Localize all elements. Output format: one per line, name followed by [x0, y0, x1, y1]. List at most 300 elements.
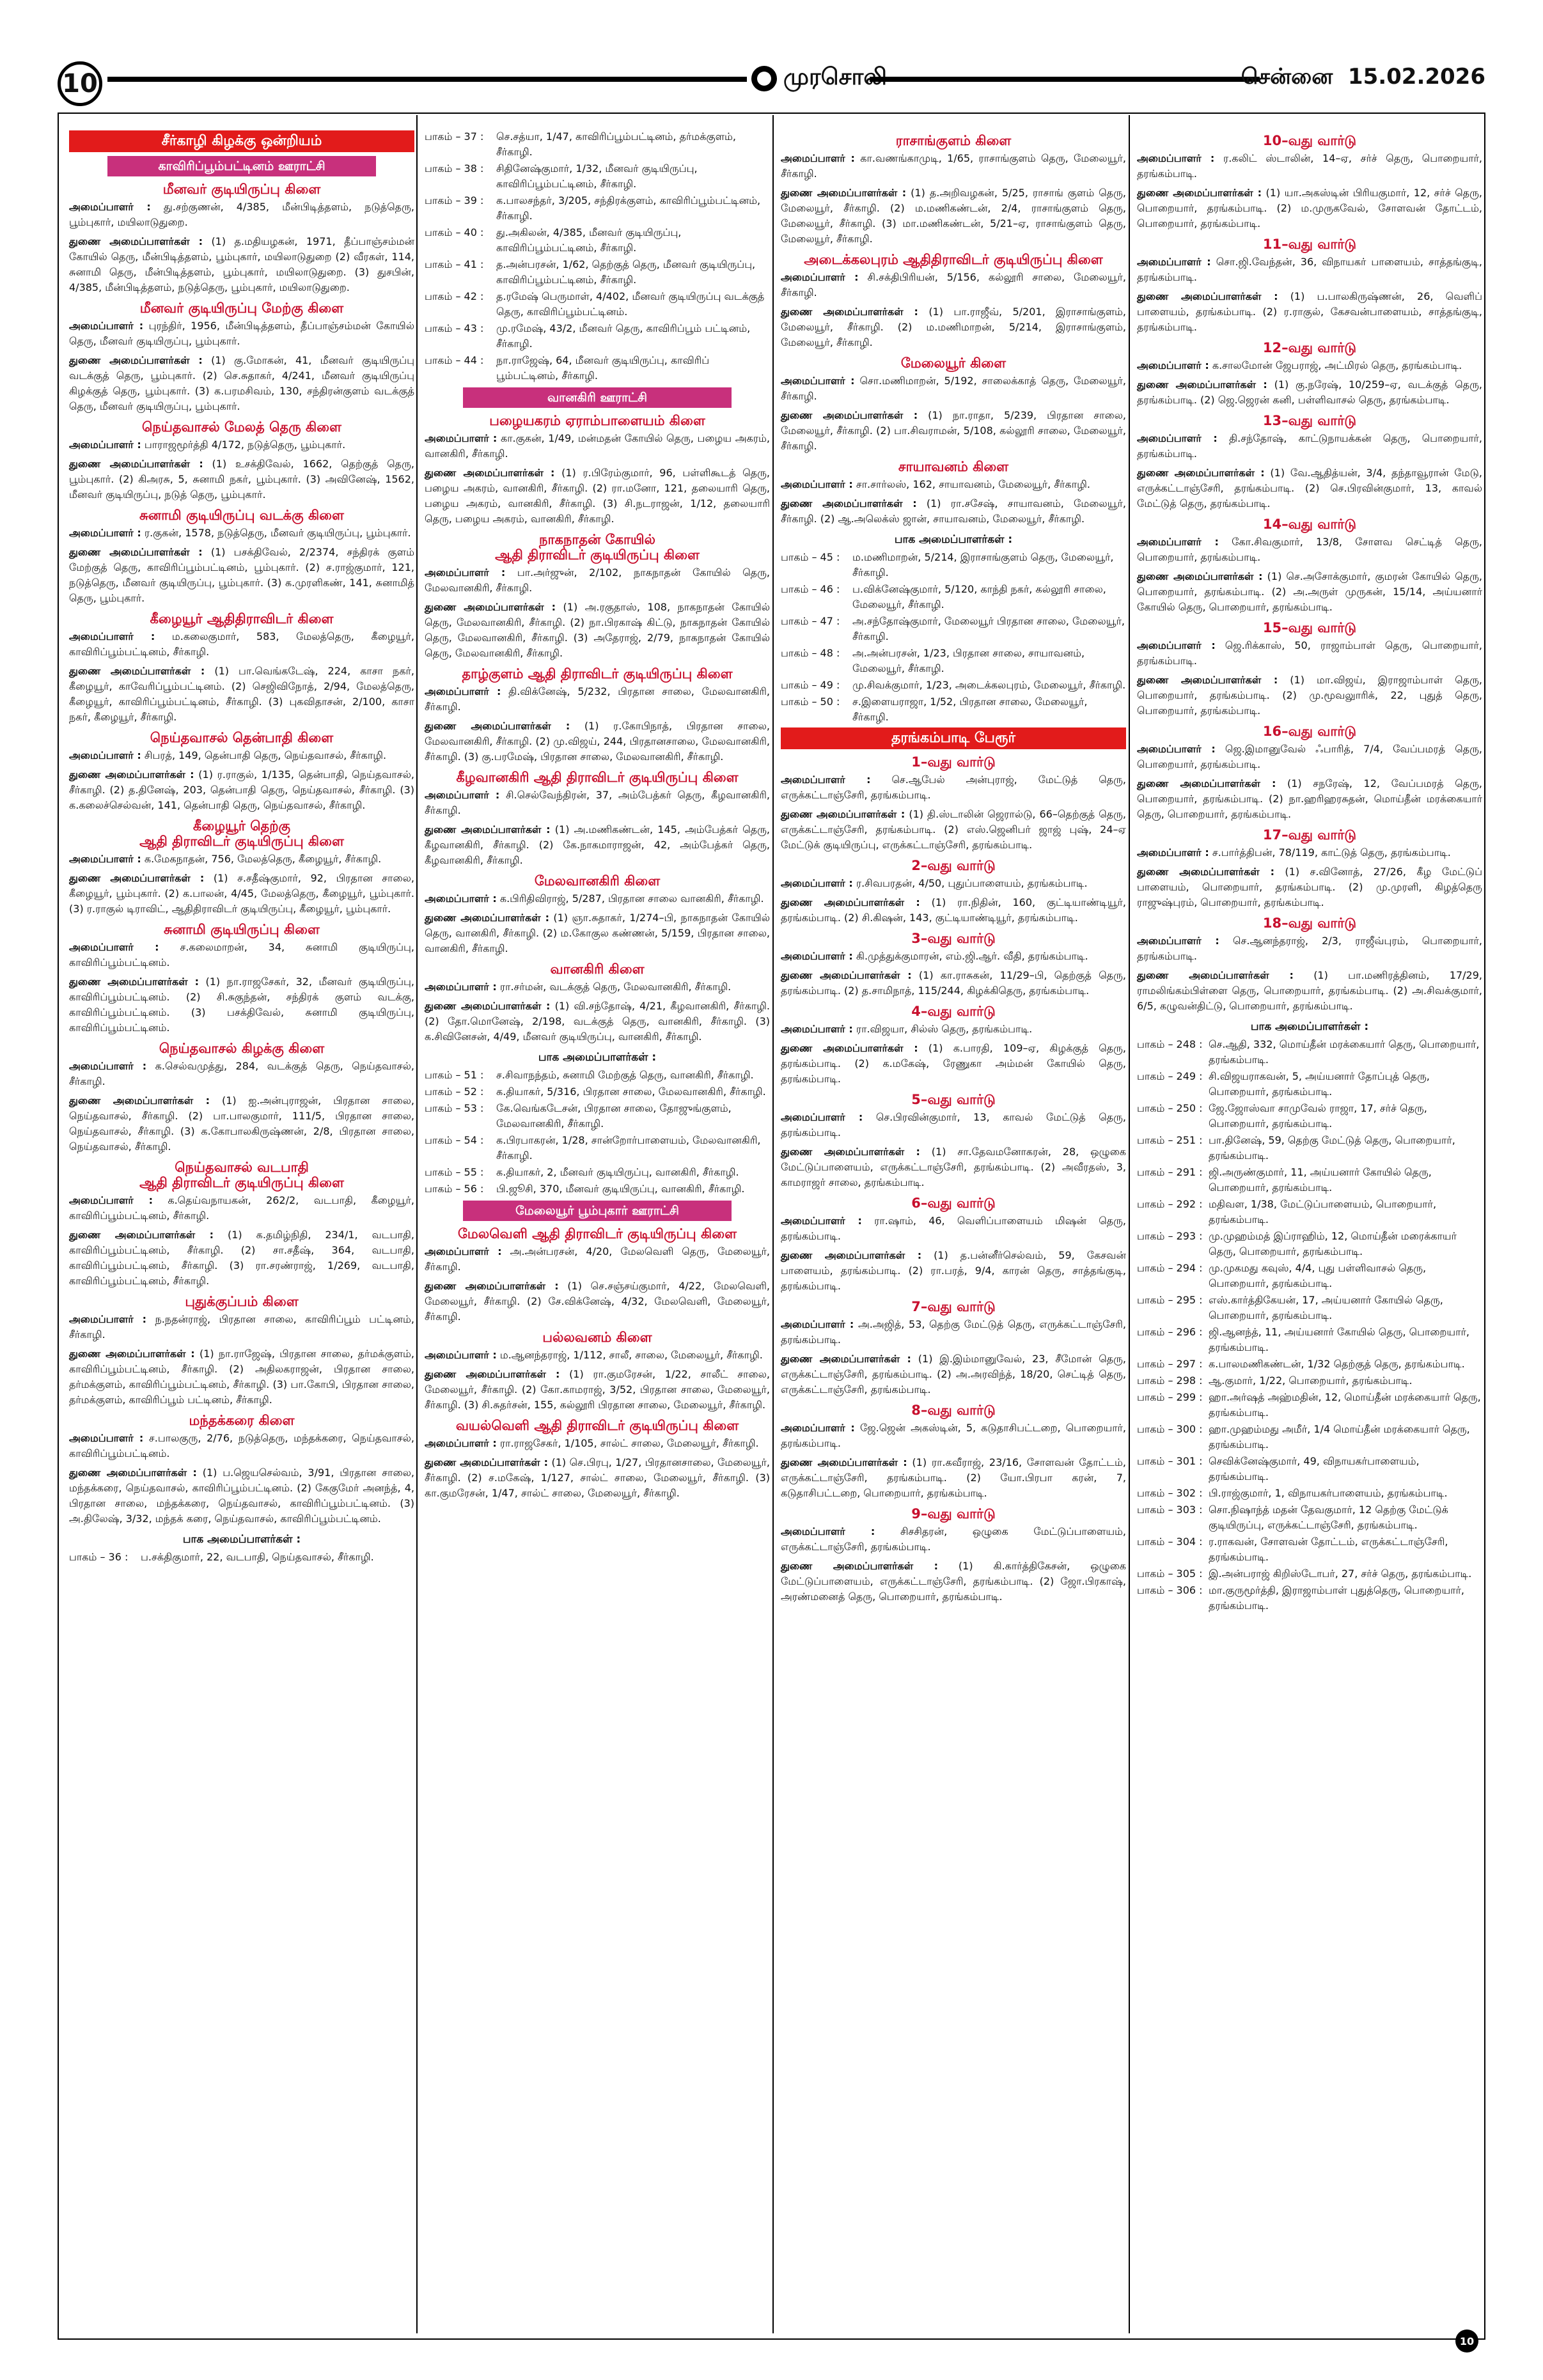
member-entry	[781, 1041, 1126, 1087]
member-entry	[1137, 431, 1482, 462]
member-details: ரா.சர்மன், வடக்குத் தெரு, மேலவானகிரி, சீர்காழி.	[499, 981, 732, 993]
bagam-member: மு.முகமது கவுஸ், 4/4, புது பள்ளிவாசல் தெரு, பொறையார், தரங்கம்பாடி.	[1209, 1262, 1427, 1289]
branch-heading: அடைக்கலபுரம் ஆதிதிராவிடர் குடியிருப்பு கிளை	[804, 252, 1103, 267]
member-entry	[781, 185, 1126, 247]
member-details: புரந்திர், 1956, மீன்பிடித்தளம், தீப்பாஞ்சம்மன் கோயில் தெரு, மீனவர் குடியிருப்பு, பூம்புகார்.	[69, 320, 415, 347]
role-label: அமைப்பாளர் :	[781, 877, 853, 889]
branch-heading: 10–வது வார்டு	[1262, 133, 1357, 148]
member-details: (1) ஞா.சுதாகர், 1/274–பி, நாகநாதன் கோயில் தெரு, வானகிரி, சீர்காழி. (2) ம.கோகுல கண்ணன், 5/159, பிரதான சாலை, வானகிரி, சீர்காழி.	[425, 912, 771, 954]
member-entry	[69, 664, 414, 725]
bagam-row	[425, 289, 770, 320]
bagam-number: பாகம் – 294 :	[1137, 1262, 1203, 1274]
member-entry	[69, 629, 414, 660]
member-entry	[69, 852, 414, 867]
bagam-row	[781, 678, 1126, 693]
bagam-member: து.அகிலன், 4/385, மீனவர் குடியிருப்பு, காவிரிப்பூம்பட்டினம், சீர்காழி.	[496, 226, 682, 254]
member-details: பா.அர்ஜுன், 2/102, நாகநாதன் கோயில் தெரு, மேலவானகிரி, சீர்காழி.	[425, 566, 771, 594]
role-label: துணை அமைப்பாளர்கள் :	[425, 1456, 549, 1468]
role-label: துணை அமைப்பாளர்கள் :	[781, 1353, 911, 1365]
member-details: சிபரத், 149, தென்பாதி தெரு, நெய்தவாசல், சீர்காழி.	[144, 749, 387, 761]
bagam-row	[1137, 1534, 1482, 1565]
role-label: அமைப்பாளர் :	[781, 152, 855, 164]
member-entry	[69, 199, 414, 230]
member-entry	[425, 565, 770, 596]
bagam-number: பாகம் – 37 :	[425, 130, 484, 143]
bagam-row	[781, 582, 1126, 612]
bagam-member: எஸ்.கார்த்திகேயன், 17, அய்யனார் கோயில் தெரு, பொறையார், தரங்கம்பாடி.	[1209, 1294, 1443, 1321]
branch-heading: மேலவெளி ஆதி திராவிடர் குடியிருப்பு கிளை	[457, 1226, 737, 1241]
role-label: துணை அமைப்பாளர்கள் :	[781, 1146, 920, 1158]
role-label: துணை அமைப்பாளர்கள் :	[69, 1348, 195, 1360]
bagam-row	[425, 353, 770, 384]
bagam-row	[69, 1550, 414, 1565]
member-entry	[425, 910, 770, 956]
role-label: துணை அமைப்பாளர்கள் :	[425, 1000, 551, 1012]
member-entry	[425, 1455, 770, 1501]
member-details: (1) இ.இம்மானுவேல், 23, சீமோன் தெரு, எருக்கட்டாஞ்சேரி, தரங்கம்பாடி. (2) அ.அரவிந்த், 18/20, செட்டித் தெரு, எருக்கட்டாஞ்சேரி, தரங்கம்பாடி.	[781, 1353, 1126, 1396]
member-details: ச.கலைமாறன், 34, சுனாமி குடியிருப்பு, காவிரிப்பூம்பட்டினம்.	[69, 941, 414, 968]
bagam-member: ஜி.ஆனந்த், 11, அய்யனார் கோயில் தெரு, பொறையார், தரங்கம்பாடி.	[1209, 1326, 1469, 1353]
bagam-number: பாகம் – 248 :	[1137, 1038, 1203, 1050]
bagam-number: பாகம் – 50 :	[781, 696, 840, 708]
bagam-row	[425, 225, 770, 256]
member-details: சிசசிதரன், ஒழுகை மேட்டுப்பாளையம், எருக்கட்டாஞ்சேரி, தரங்கம்பாடி.	[781, 1525, 1127, 1553]
member-details: சொ.ஜி.வேந்தன், 36, விநாயகர் பாளையம், சாத்தங்குடி, தரங்கம்பாடி.	[1137, 256, 1482, 283]
bagam-row	[1137, 1101, 1482, 1132]
member-entry	[1137, 864, 1482, 910]
bagam-member: மா.குருமூர்த்தி, இராஜாம்பாள் புதுத்தெரு, பொறையார், தரங்கம்பாடி.	[1209, 1584, 1464, 1612]
role-label: துணை அமைப்பாளர்கள் :	[781, 808, 905, 820]
bagam-row	[1137, 1197, 1482, 1227]
member-details: (1) பா.மணிரத்தினம், 17/29, ராமலிங்கம்பிள்ளை தெரு, பொறையார், தரங்கம்பாடி. (2) அ.சிவக்குமார், 6/5, கழுவன்திட்டு, பொறையார், தரங்கம்பாடி.	[1137, 969, 1483, 1012]
column-1	[69, 128, 414, 1566]
role-label: அமைப்பாளர் :	[781, 1023, 853, 1035]
role-label: துணை அமைப்பாளர்கள் :	[69, 458, 203, 470]
branch-heading: நெய்தவாசல் வடபாதி ஆதி திராவிடர் குடியிருப்பு கிளை	[139, 1160, 344, 1190]
member-entry	[781, 968, 1126, 999]
role-label: துணை அமைப்பாளர்கள் :	[1137, 570, 1263, 582]
member-entry	[781, 1420, 1126, 1451]
section-banner: சீர்காழி கிழக்கு ஒன்றியம்	[69, 130, 414, 152]
branch-heading: மேலையூர் கிளை	[900, 355, 1006, 371]
member-entry	[781, 949, 1126, 964]
member-entry	[781, 373, 1126, 404]
member-details: (1) கா.ராசுகன், 11/29–பி, தெற்குத் தெரு, தரங்கம்பாடி. (2) த.சாமிநாத், 115/244, கிழக்கிதெரு, தரங்கம்பாடி.	[781, 969, 1126, 997]
branch-heading: பழையகரம் ஏராம்பாளையம் கிளை	[489, 413, 705, 428]
member-details: கோ.சிவகுமார், 13/8, சோளவ செட்டித் தெரு, பொறையார், தரங்கம்பாடி.	[1137, 536, 1482, 563]
bagam-number: பாகம் – 301 :	[1137, 1455, 1203, 1467]
member-details: (1) ச.சதீஷ்குமார், 92, பிரதான சாலை, கீழையூர், பூம்புகார். (2) க.பாலன், 4/45, மேலத்தெரு, கீழையூர், பூம்புகார். (3) ர.ராகுல் டிராவிட், ஆதிதிராவிடர் குடியிருப்பு, கீழையூர், பூம்புகார்.	[69, 872, 414, 915]
bagam-row	[1137, 1422, 1482, 1452]
bagam-member: ச.இளையராஜா, 1/52, பிரதான சாலை, மேலையூர், சீர்காழி.	[852, 696, 1088, 723]
role-label: அமைப்பாளர் :	[69, 439, 141, 451]
member-details: ஜெ.இமானுவேல் ஃபாரித், 7/4, வேப்பமரத் தெரு, பொறையார், தரங்கம்பாடி.	[1137, 743, 1483, 770]
member-details: ரா.ஷாம், 46, வெளிப்பாளையம் மிஷன் தெரு, தரங்கம்பாடி.	[781, 1215, 1127, 1242]
bagam-number: பாகம் – 292 :	[1137, 1198, 1203, 1210]
bagam-number: பாகம் – 251 :	[1137, 1134, 1203, 1146]
role-label: அமைப்பாளர் :	[781, 950, 853, 962]
member-entry	[69, 234, 414, 295]
bagam-member: சி.விஜயராகவன், 5, அய்யனார் தோப்புத் தெரு, பொறையார், தரங்கம்பாடி.	[1209, 1070, 1430, 1098]
role-label: துணை அமைப்பாளர்கள் :	[781, 409, 918, 421]
role-label: அமைப்பாளர் :	[425, 789, 500, 801]
role-label: துணை அமைப்பாளர்கள் :	[69, 976, 200, 988]
bagam-row	[1137, 1390, 1482, 1420]
member-entry	[781, 1213, 1126, 1244]
member-entry	[781, 1351, 1126, 1397]
bagam-row	[425, 1165, 770, 1180]
bagam-row	[425, 1084, 770, 1100]
role-label: துணை அமைப்பாளர்கள் :	[69, 354, 203, 366]
role-label: அமைப்பாளர் :	[69, 630, 155, 642]
bagam-row	[781, 694, 1126, 725]
bagam-row	[425, 257, 770, 288]
member-details: சா.சார்லஸ், 162, சாயாவனம், மேலையூர், சீர்காழி.	[856, 478, 1090, 490]
member-entry	[69, 940, 414, 970]
role-label: துணை அமைப்பாளர்கள் :	[425, 467, 555, 479]
role-label: அமைப்பாளர் :	[425, 981, 497, 993]
member-entry	[1137, 742, 1482, 772]
branch-heading: மேலவானகிரி கிளை	[534, 873, 661, 889]
member-details: சி.செல்வேந்திரன், 37, அம்பேத்கர் தெரு, கீழவானகிரி, சீர்காழி.	[425, 789, 770, 816]
bagam-member: சொ.நிஷாந்த் மதன் தேவகுமார், 12 தெற்கு மேட்டுக் குடியிருப்பு, எருக்கட்டாஞ்சேரி, தரங்கம்பாடி.	[1209, 1504, 1448, 1531]
date: 15.02.2026	[1347, 64, 1485, 89]
bagam-number: பாகம் – 38 :	[425, 162, 484, 175]
column-divider	[416, 115, 418, 2333]
bagam-number: பாகம் – 300 :	[1137, 1423, 1203, 1435]
member-entry	[781, 151, 1126, 182]
branch-heading: 5–வது வார்டு	[911, 1092, 996, 1107]
branch-heading: சாயாவனம் கிளை	[898, 459, 1009, 474]
member-entry	[69, 1346, 414, 1408]
bagam-member: ர.ராகவன், சோளவன் தோட்டம், எருக்கட்டாஞ்சேரி, தரங்கம்பாடி.	[1209, 1536, 1448, 1563]
member-details: (1) ரா.நிதின், 160, குட்டியாண்டியூர், தரங்கம்பாடி. (2) சி.கிஷன், 143, குட்டியாண்டியூர், தரங்கம்பாடி.	[781, 896, 1126, 924]
role-label: அமைப்பாளர் :	[69, 941, 159, 953]
bagam-number: பாகம் – 293 :	[1137, 1230, 1203, 1242]
role-label: துணை அமைப்பாளர்கள் :	[1137, 777, 1276, 789]
bagam-member: ஹா.அர்ஷத் அஹ்மதின், 12, மொய்தீன் மரக்கையார் தெரு, தரங்கம்பாடி.	[1209, 1391, 1481, 1419]
bagam-number: பாகம் – 44 :	[425, 354, 484, 366]
member-entry	[69, 456, 414, 502]
role-label: துணை அமைப்பாளர்கள் :	[781, 1249, 922, 1261]
murasoli-logo-icon	[751, 66, 777, 91]
member-entry	[69, 1431, 414, 1461]
role-label: துணை அமைப்பாளர்கள் :	[69, 768, 194, 781]
role-label: துணை அமைப்பாளர்கள் :	[425, 1280, 559, 1292]
bagam-member: ப.சக்திகுமார், 22, வடபாதி, நெய்தவாசல், சீர்காழி.	[141, 1551, 374, 1563]
role-label: அமைப்பாளர் :	[1137, 359, 1209, 371]
member-entry	[781, 876, 1126, 891]
city: சென்னை	[1241, 64, 1333, 89]
branch-heading: 2–வது வார்டு	[911, 858, 996, 873]
member-entry	[781, 1317, 1126, 1348]
member-details: (1) நா.ராஜசேகர், 32, மீனவர் குடியிருப்பு, காவிரிப்பூம்பட்டினம். (2) சி.சுகுந்தன், சந்திரக் குளம் வடக்கு, காவிரிப்பூம்பட்டினம். (3) பசக்திவேல், சுனாமி குடியிருப்பு, காவிரிப்பூம்பட்டினம்.	[69, 976, 414, 1034]
member-entry	[781, 807, 1126, 853]
bagam-row	[1137, 1133, 1482, 1163]
member-details: கா.வணங்காமுடி, 1/65, ராசாங்குளம் தெரு, மேலையூர், சீர்காழி.	[781, 152, 1126, 180]
bagam-number: பாகம் – 302 :	[1137, 1487, 1203, 1499]
role-label: அமைப்பாளர் :	[781, 271, 859, 283]
role-label: துணை அமைப்பாளர்கள் :	[781, 1456, 907, 1468]
bagam-number: பாகம் – 51 :	[425, 1069, 484, 1081]
member-details: ர.சிவபரதன், 4/50, புதுப்பாளையம், தரங்கம்பாடி.	[856, 877, 1088, 889]
role-label: அமைப்பாளர் :	[1137, 432, 1218, 444]
section-banner: தரங்கம்பாடி பேரூர்	[781, 727, 1126, 749]
branch-heading: நாகநாதன் கோயில் ஆதி திராவிடர் குடியிருப்பு கிளை	[495, 532, 700, 563]
bagam-row	[1137, 1502, 1482, 1533]
role-label: துணை அமைப்பாளர்கள் :	[69, 1466, 197, 1479]
member-details: க.தெய்வநாயகன், 262/2, வடபாதி, கீழையூர், காவிரிப்பூம்பட்டினம், சீர்காழி.	[69, 1194, 414, 1222]
role-label: அமைப்பாளர் :	[1137, 639, 1216, 651]
bagam-row	[1137, 1357, 1482, 1372]
role-label: அமைப்பாளர் :	[69, 201, 151, 213]
bagam-row	[425, 1133, 770, 1163]
bagam-member: த.ரமேஷ் பெருமாள், 4/402, மீனவர் குடியிருப்பு வடக்குத் தெரு, காவிரிப்பூம்பட்டினம்.	[496, 290, 765, 318]
bagam-row	[425, 193, 770, 224]
member-details: ந.நதன்ராஜ், பிரதான சாலை, காவிரிப்பூம் பட்டினம், சீர்காழி.	[69, 1313, 415, 1341]
bagam-number: பாகம் – 305 :	[1137, 1567, 1203, 1580]
bagam-number: பாகம் – 295 :	[1137, 1294, 1203, 1306]
member-details: (1) செ.பிரபு, 1/27, பிரதானசாலை, மேலையூர், சீர்காழி. (2) ச.மகேஷ், 1/127, சால்ட் சாலை, மேலையூர், சீர்காழி. (3) கா.குமரேசன், 1/47, சால்ட் சாலை, மேலையூர், சீர்காழி.	[425, 1456, 770, 1499]
member-details: பாராஜமூர்த்தி 4/172, நடுத்தெரு, பூம்புகார்.	[144, 439, 346, 451]
member-entry	[781, 270, 1126, 300]
branch-heading: மீனவர் குடியிருப்பு மேற்கு கிளை	[139, 300, 344, 316]
member-details: (1) ஐ.அன்புராஜன், பிரதான சாலை, நெய்தவாசல், சீர்காழி. (2) பா.பாலகுமார், 111/5, பிரதான சாலை, நெய்தவாசல், சீர்காழி. (3) க.கோபாலகிருஷ்ணன், 2/8, பிரதான சாலை, நெய்தவாசல், சீர்காழி.	[69, 1094, 414, 1153]
bagam-member: ஹா.முஹம்மது அமீர், 1/4 மொய்தீன் மரக்கையார் தெரு, தரங்கம்பாடி.	[1209, 1423, 1470, 1451]
bagam-member: ஆ.குமார், 1/22, பொறையார், தரங்கம்பாடி.	[1209, 1374, 1413, 1387]
role-label: துணை அமைப்பாளர்கள் :	[781, 1042, 918, 1054]
bagam-member: மு.ரமேஷ், 43/2, மீனவர் தெரு, காவிரிப்பூம் பட்டினம், சீர்காழி.	[496, 322, 751, 350]
bagam-row	[1137, 1261, 1482, 1291]
member-entry	[425, 684, 770, 715]
bagam-number: பாகம் – 306 :	[1137, 1584, 1203, 1596]
bagam-number: பாகம் – 48 :	[781, 647, 840, 659]
bagam-number: பாகம் – 304 :	[1137, 1536, 1203, 1548]
member-entry	[425, 719, 770, 765]
bagam-number: பாகம் – 52 :	[425, 1085, 484, 1098]
bagam-number: பாகம் – 54 :	[425, 1134, 484, 1146]
member-details: க.மேகநாதன், 756, மேலத்தெரு, கீழையூர், சீர்காழி.	[144, 853, 382, 865]
member-details: (1) அ.மணிகண்டன், 145, அம்பேத்கர் தெரு, கீழவானகிரி, சீர்காழி. (2) கே.நாகமாராஜன், 42, அம்பேத்கர் தெரு, கீழவானகிரி, சீர்காழி.	[425, 823, 771, 866]
member-details: (1) க.பாரதி, 109–ஏ, கிழக்குத் தெரு, தரங்கம்பாடி. (2) க.மகேஷ், ரேணுகா அம்மன் கோயில் தெரு, தரங்கம்பாடி.	[781, 1042, 1127, 1085]
member-entry	[1137, 845, 1482, 860]
member-details: ச.பார்த்திபன், 78/119, காட்டுத் தெரு, தரங்கம்பாடி.	[1212, 846, 1451, 859]
bagam-heading: பாக அமைப்பாளர்கள் :	[182, 1533, 301, 1546]
role-label: அமைப்பாளர் :	[425, 566, 506, 579]
branch-heading: 3–வது வார்டு	[911, 931, 996, 946]
bagam-member: செவிக்னேஷ்குமார், 49, விநாயகர்பாளையம், தரங்கம்பாடி.	[1209, 1455, 1420, 1482]
role-label: துணை அமைப்பாளர்கள் :	[1137, 378, 1267, 391]
panchayat-banner: மேலையூர் பூம்புகார் ஊராட்சி	[463, 1201, 732, 1221]
member-entry	[69, 353, 414, 414]
member-entry	[781, 496, 1126, 527]
member-details: (1) சா.தேவமனோகரன், 28, ஒழுகை மேட்டுப்பாளையம், எருக்கட்டாஞ்சேரி, தரங்கம்பாடி. (2) அவீரதஸ், 3, காமராஜர் சாலை, தரங்கம்பாடி.	[781, 1146, 1126, 1188]
member-details: (1) த.பன்னீர்செல்வம், 59, கேசவன் பாளையம், தரங்கம்பாடி. (2) ரா.பரத், 9/4, காரன் தெரு, சாத்தங்குடி, தரங்கம்பாடி.	[781, 1249, 1126, 1292]
role-label: அமைப்பாளர் :	[781, 1525, 875, 1537]
branch-heading: நெய்தவாசல் மேலத் தெரு கிளை	[142, 419, 341, 435]
bagam-member: சிதினேஷ்குமார், 1/32, மீனவர் குடியிருப்பு, காவிரிப்பூம்பட்டினம், சீர்காழி.	[496, 162, 698, 190]
bagam-row	[781, 646, 1126, 676]
member-entry	[1137, 968, 1482, 1014]
bagam-row	[425, 1181, 770, 1197]
member-entry	[781, 1524, 1126, 1555]
role-label: அமைப்பாளர் :	[1137, 743, 1216, 755]
member-entry	[1137, 933, 1482, 964]
member-details: (1) பா.வெங்கடேஷ், 224, காசா நகர், கீழையூர், காவேரிப்பூம்பட்டினம். (2) செஜிவிநோத், 2/94, மேலத்தெரு, கீழையூர், காவிரிப்பூம்பட்டினம், சீர்காழி. (3) புகவிதாசன், 2/100, காசா நகர், கீழையூர், சீர்காழி.	[69, 665, 415, 723]
role-label: துணை அமைப்பாளர்கள் :	[425, 823, 551, 836]
member-details: (1) ச.வினோத், 27/26, கீழ மேட்டுப் பாளையம், பொறையார், தரங்கம்பாடி. (2) மு.முரளி, கிழத்தெரு ராஜுஷ்புரம், பொறையார், தரங்கம்பாடி.	[1137, 866, 1482, 908]
branch-heading: தாழ்குளம் ஆதி திராவிடர் குடியிருப்பு கிளை	[462, 666, 733, 681]
member-details: (1) கு.மோகன், 41, மீனவர் குடியிருப்பு வடக்குத் தெரு, பூம்புகார். (2) செ.சுதாகர், 4/241, மீனவர் குடியிருப்பு கிழக்குத் தெரு, பூம்புகார். (3) க.பரமசிவம், 130, சந்திரன்குளம் வடக்குத் தெரு, மீனவர் குடியிருப்பு, பூம்புகார்.	[69, 354, 414, 412]
bagam-number: பாகம் – 53 :	[425, 1102, 484, 1114]
branch-heading: 18–வது வார்டு	[1262, 915, 1357, 931]
role-label: அமைப்பாளர் :	[425, 1245, 502, 1257]
branch-heading: 11–வது வார்டு	[1262, 237, 1357, 252]
member-details: (1) தி.ஸ்டாலின் ஜெரால்டு, 66–தெற்குத் தெரு, எருக்கட்டாஞ்சேரி, தரங்கம்பாடி. (2) எஸ்.ஜெனிபர் ஜாஜ் புஷ், 24–ஏ மேட்டுக் குடியிருப்பு, எருக்கட்டாஞ்சேரி, தரங்கம்பாடி.	[781, 808, 1126, 851]
member-entry	[425, 600, 770, 661]
member-entry	[781, 772, 1126, 803]
member-details: அ.அஜித், 53, தெற்கு மேட்டுத் தெரு, எருக்கட்டாஞ்சேரி, தரங்கம்பாடி.	[781, 1318, 1127, 1346]
bagam-member: அ.அன்பரசன், 1/23, பிரதான சாலை, சாயாவனம், மேலையூர், சீர்காழி.	[852, 647, 1085, 674]
role-label: அமைப்பாளர் :	[781, 1318, 854, 1330]
member-details: தி.விக்னேஷ், 5/232, பிரதான சாலை, மேலவானகிரி, சீர்காழி.	[425, 685, 770, 713]
role-label: அமைப்பாளர் :	[425, 685, 501, 697]
bagam-number: பாகம் – 42 :	[425, 290, 484, 302]
role-label: அமைப்பாளர் :	[781, 375, 855, 387]
page-header	[58, 61, 1485, 106]
bagam-number: பாகம் – 297 :	[1137, 1358, 1203, 1370]
role-label: துணை அமைப்பாளர்கள் :	[69, 872, 205, 884]
member-entry	[1137, 358, 1482, 373]
column-4	[1137, 128, 1482, 1615]
bagam-row	[425, 161, 770, 192]
role-label: துணை அமைப்பாளர்கள் :	[69, 1229, 214, 1241]
member-details: (1) ரா.சசேஷ், சாயாவனம், மேலையூர், சீர்காழி. (2) ஆ.அலெக்ஸ் ஜான், சாயாவனம், மேலையூர், சீர்காழி.	[781, 497, 1126, 525]
member-entry	[69, 1227, 414, 1289]
member-details: ஜே.ஜென் அகஸ்டின், 5, கடுதாசிபட்டறை, பொறையார், தரங்கம்பாடி.	[781, 1422, 1126, 1449]
bagam-member: கே.வெங்கடேசன், பிரதான சாலை, தோஜுங்குளம், மேலவானகிரி, சீர்காழி.	[496, 1102, 732, 1130]
member-entry	[1137, 151, 1482, 182]
member-entry	[425, 822, 770, 868]
column-divider	[772, 115, 774, 2333]
member-entry	[781, 1248, 1126, 1294]
member-details: செ.பிரவின்குமார், 13, காவல் மேட்டுத் தெரு, தரங்கம்பாடி.	[781, 1111, 1126, 1139]
bagam-member: பி.ஜூசி, 370, மீனவர் குடியிருப்பு, வானகிரி, சீர்காழி.	[496, 1183, 745, 1195]
member-entry	[69, 1059, 414, 1089]
member-entry	[69, 1093, 414, 1155]
member-entry	[69, 871, 414, 917]
role-label: துணை அமைப்பாளர்கள் :	[1137, 969, 1294, 981]
member-details: ரா.ராஜசேகர், 1/105, சால்ட் சாலை, மேலையூர், சீர்காழி.	[499, 1437, 759, 1449]
member-details: (1) ரா.குமரேசன், 1/22, சாலீட் சாலை, மேலையூர், சீர்காழி. (2) கோ.காமராஜ், 3/52, பிரதான சாலை, மேலையூர், சீர்காழி. (3) சி.சுதர்சன், 155, கல்லூரி பிரதான சாலை, மேலையூர், சீர்காழி.	[425, 1368, 771, 1411]
role-label: அமைப்பாளர் :	[69, 1194, 153, 1206]
member-details: (1) த.மதியழகன், 1971, தீப்பாஞ்சம்மன் கோயில் தெரு, மீன்பிடித்தளம், பூம்புகார், மயிலாடுதுறை (2) வீரகள், 114, சுனாமி தெரு, மீன்பிடித்தளம், பூம்புகார், மயிலாடுதுறை. (3) துசபின், 4/385, மீன்பிடித்தளம், நடுத்தெரு, பூம்புகார், மயிலாடுதுறை.	[69, 235, 414, 293]
branch-heading: 16–வது வார்டு	[1262, 724, 1357, 739]
member-entry	[1137, 673, 1482, 719]
member-details: (1) நா.ராதா, 5/239, பிரதான சாலை, மேலையூர், சீர்காழி. (2) பா.சிவராமன், 5/108, கல்லூரி சாலை, மேலையூர், சீர்காழி.	[781, 409, 1126, 452]
masthead-title: முரசொலி	[783, 64, 887, 90]
member-entry	[1137, 534, 1482, 565]
member-details: செ.ஆனந்தராஜ், 2/3, ராஜீவ்புரம், பொறையார், தரங்கம்பாடி.	[1137, 935, 1482, 962]
bagam-member: செ.சத்யா, 1/47, காவிரிப்பூம்பட்டினம், தர்மக்குளம், சீர்காழி.	[496, 130, 737, 158]
role-label: துணை அமைப்பாளர்கள் :	[69, 235, 203, 247]
member-entry	[69, 525, 414, 541]
member-details: ம.ஆனந்தராஜ், 1/112, சாலீ, சாலை, மேலையூர், சீர்காழி.	[499, 1349, 763, 1361]
member-entry	[69, 437, 414, 453]
member-entry	[781, 1110, 1126, 1140]
branch-heading: பல்லவனம் கிளை	[542, 1330, 652, 1345]
member-details: க.செல்வமுத்து, 284, வடக்குத் தெரு, நெய்தவாசல், சீர்காழி.	[69, 1060, 415, 1087]
role-label: அமைப்பாளர் :	[69, 527, 141, 539]
member-details: (1) செ.சஞ்சய்குமார், 4/22, மேலவெளி, மேலையூர், சீர்காழி. (2) சே.விக்னேஷ், 4/32, மேலவெளி, மேலையூர், சீர்காழி.	[425, 1280, 770, 1323]
branch-heading: நெய்தவாசல் கிழக்கு கிளை	[159, 1041, 325, 1056]
member-entry	[425, 999, 770, 1045]
bagam-row	[1137, 1069, 1482, 1100]
member-entry	[1137, 465, 1482, 511]
member-entry	[425, 431, 770, 462]
member-entry	[781, 1022, 1126, 1037]
bagam-member: க.தியாகர், 2, மீனவர் குடியிருப்பு, வானகிரி, சீர்காழி.	[496, 1166, 739, 1178]
bagam-row	[425, 1101, 770, 1132]
member-details: க.பிரிதிவிராஜ், 5/287, பிரதான சாலை வானகிரி, சீர்காழி.	[499, 892, 764, 905]
member-entry	[781, 1455, 1126, 1501]
branch-heading: 9–வது வார்டு	[911, 1506, 996, 1521]
member-details: ர.குகன், 1578, நடுத்தெரு, மீனவர் குடியிருப்பு, பூம்புகார்.	[144, 527, 411, 539]
panchayat-banner: காவிரிப்பூம்பட்டினம் ஊராட்சி	[107, 156, 376, 176]
member-details: (1) கு.நரேஷ், 10/259–ஏ, வடக்குத் தெரு, தரங்கம்பாடி. (2) ஜெ.ஜெரன் கனி, பள்ளிவாசல் தெரு, தரங்கம்பாடி.	[1137, 378, 1482, 406]
member-entry	[1137, 185, 1482, 231]
role-label: அமைப்பாளர் :	[781, 1422, 855, 1434]
member-entry	[69, 1465, 414, 1527]
bagam-row	[781, 614, 1126, 644]
branch-heading: 13–வது வார்டு	[1262, 413, 1357, 428]
member-details: (1) யா.அகஸ்டின் பிரியகுமார், 12, சர்ச் தெரு, பொறையார், தரங்கம்பாடி. (2) ம.முருகவேல், சோளவன் தோட்டம், பொறையார், தரங்கம்பாடி.	[1137, 187, 1482, 229]
member-entry	[425, 979, 770, 995]
bagam-member: பி.ராஜ்குமார், 1, விநாயகர்பாளையம், தரங்கம்பாடி.	[1209, 1487, 1448, 1499]
bagam-number: பாகம் – 250 :	[1137, 1102, 1203, 1114]
member-details: ஜெ.ரிக்காஸ், 50, ராஜாம்பாள் தெரு, பொறையார், தரங்கம்பாடி.	[1137, 639, 1482, 667]
role-label: அமைப்பாளர் :	[425, 432, 497, 444]
column-divider	[1129, 115, 1130, 2333]
role-label: அமைப்பாளர் :	[69, 749, 141, 761]
bagam-row	[1137, 1486, 1482, 1501]
bagam-number: பாகம் – 249 :	[1137, 1070, 1203, 1082]
member-details: (1) ர.பிரேம்குமார், 96, பள்ளிகூடத் தெரு, பழைய அகரம், வானகிரி, சீர்காழி. (2) ரா.மனோ, 121, தலையாரி தெரு, பழைய அகரம், வானகிரி, சீர்காழி. (3) சி.நடராஜன், 1/12, தலையாரி தெரு, பழைய அகரம், வானகிரி, சீர்காழி.	[425, 467, 770, 525]
role-label: துணை அமைப்பாளர்கள் :	[69, 1094, 210, 1107]
branch-heading: 7–வது வார்டு	[911, 1299, 996, 1314]
role-label: அமைப்பாளர் :	[69, 1313, 147, 1325]
bagam-member: பா.தினேஷ், 59, தெற்கு மேட்டுத் தெரு, பொறையார், தரங்கம்பாடி.	[1209, 1134, 1455, 1162]
bagam-number: பாகம் – 40 :	[425, 226, 484, 238]
member-details: (1) த.அறிவழகன், 5/25, ராசாங் குளம் தெரு, மேலையூர், சீர்காழி. (2) ம.மணிகண்டன், 2/4, ராசாங்குளம் தெரு, மேலையூர், சீர்காழி. (3) மா.மணிகண்டன், 5/21–ஏ, ராசாங்குளம் தெரு, மேலையூர், சீர்காழி.	[781, 187, 1126, 245]
bagam-member: ச.சிவாநந்தம், சுனாமி மேற்குத் தெரு, வானகிரி, சீர்காழி.	[496, 1069, 754, 1081]
branch-heading: வானகிரி கிளை	[550, 961, 645, 977]
member-details: செ.ஆபேல் அன்புராஜ், மேட்டுத் தெரு, எருக்கட்டாஞ்சேரி, தரங்கம்பாடி.	[781, 774, 1127, 801]
member-details: ச.பாலகுரு, 2/76, நடுத்தெரு, மந்தக்கரை, நெய்தவாசல், காவிரிப்பூம்பட்டினம்.	[69, 1432, 414, 1459]
branch-heading: வயல்வெளி ஆதி திராவிடர் குடியிருப்பு கிளை	[455, 1418, 739, 1433]
member-entry	[1137, 638, 1482, 669]
member-details: (1) ரா.கவீராஜ், 23/16, சோளவன் தோட்டம், எருக்கட்டாஞ்சேரி, தரங்கம்பாடி. (2) யோ.பிரபா கரன், 7, கடுதாசிபட்டறை, பொறையார், தரங்கம்பாடி.	[781, 1456, 1126, 1499]
member-details: தி.சந்தோஷ், காட்டுநாயக்கன் தெரு, பொறையார், தரங்கம்பாடி.	[1137, 432, 1482, 460]
page-number-badge: 10	[58, 61, 102, 106]
branch-heading: 4–வது வார்டு	[911, 1004, 996, 1019]
branch-heading: கீழையூர் தெற்கு ஆதி திராவிடர் குடியிருப்பு கிளை	[139, 818, 344, 849]
member-entry	[69, 318, 414, 349]
role-label: துணை அமைப்பாளர்கள் :	[1137, 187, 1262, 199]
bagam-number: பாகம் – 56 :	[425, 1183, 484, 1195]
member-entry	[1137, 289, 1482, 335]
bagam-member: க.பிரபாகரன், 1/28, சான்றோர்பாளையம், மேலவானகிரி, சீர்காழி.	[496, 1134, 761, 1162]
